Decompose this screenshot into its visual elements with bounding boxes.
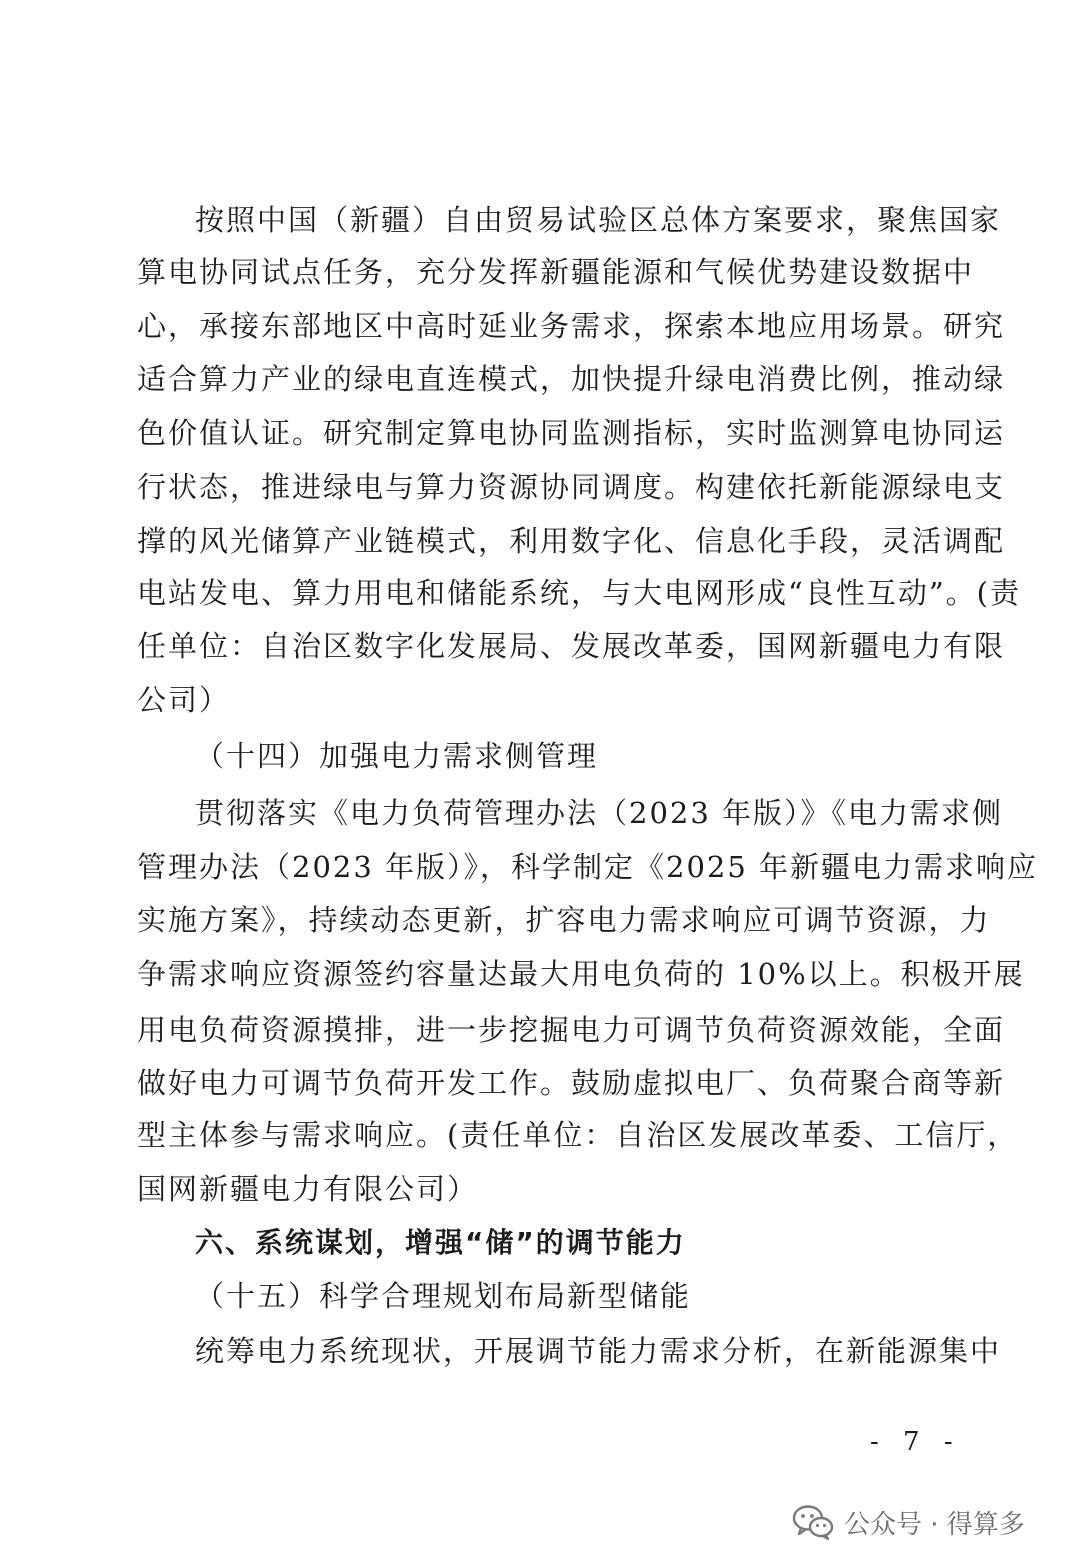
paragraph-2-line-2: 管理办法（2023 年版）》，科学制定《2025 年新疆电力需求响应 — [137, 850, 1039, 884]
paragraph-2-line-5: 用电负荷资源摸排，进一步挖掘电力可调节负荷资源效能，全面 — [137, 1013, 1006, 1047]
paragraph-2-line-8: 国网新疆电力有限公司） — [137, 1172, 479, 1206]
paragraph-2-line-3: 实施方案》，持续动态更新，扩容电力需求响应可调节资源，力 — [137, 903, 991, 937]
paragraph-1-line-3: 心，承接东部地区中高时延业务需求，探索本地应用场景。研究 — [137, 309, 1006, 343]
paragraph-1-line-7: 撑的风光储算产业链模式，利用数字化、信息化手段，灵活调配 — [137, 524, 1006, 558]
watermark-text: 公众号 · 得算多 — [844, 1509, 1025, 1540]
paragraph-3-line-1: 统筹电力系统现状，开展调节能力需求分析，在新能源集中 — [195, 1334, 1002, 1368]
paragraph-1-line-2: 算电协同试点任务，充分发挥新疆能源和气候优势建设数据中 — [137, 255, 975, 289]
paragraph-1-line-9: 任单位：自治区数字化发展局、发展改革委，国网新疆电力有限 — [137, 629, 1006, 663]
paragraph-1-line-6: 行状态，推进绿电与算力资源协同调度。构建依托新能源绿电支 — [137, 470, 1006, 504]
paragraph-2-line-6: 做好电力可调节负荷开发工作。鼓励虚拟电厂、负荷聚合商等新 — [137, 1066, 1006, 1100]
paragraph-2-line-1: 贯彻落实《电力负荷管理办法（2023 年版）》《电力需求侧 — [195, 796, 1004, 830]
paragraph-1-line-5: 色价值认证。研究制定算电协同监测指标，实时监测算电协同运 — [137, 416, 1006, 450]
subheading-14: （十四）加强电力需求侧管理 — [195, 739, 599, 773]
section-6-heading: 六、系统谋划，增强“储”的调节能力 — [195, 1226, 686, 1259]
paragraph-1-line-4: 适合算力产业的绿电直连模式，加快提升绿电消费比例，推动绿 — [137, 362, 1006, 396]
watermark — [792, 1497, 1025, 1547]
paragraph-2-line-7: 型主体参与需求响应。(责任单位：自治区发展改革委、工信厅， — [137, 1118, 1019, 1152]
wechat-icon — [792, 1503, 834, 1541]
paragraph-1-line-8: 电站发电、算力用电和储能系统，与大电网形成“良性互动”。(责 — [137, 576, 1021, 610]
page-number: - 7 - — [870, 1427, 961, 1457]
subheading-15: （十五）科学合理规划布局新型储能 — [195, 1279, 692, 1313]
paragraph-1-line-1: 按照中国（新疆）自由贸易试验区总体方案要求，聚焦国家 — [195, 203, 1002, 237]
paragraph-2-line-4: 争需求响应资源签约容量达最大用电负荷的 10%以上。积极开展 — [137, 957, 1025, 991]
paragraph-1-line-10: 公司） — [137, 683, 231, 717]
